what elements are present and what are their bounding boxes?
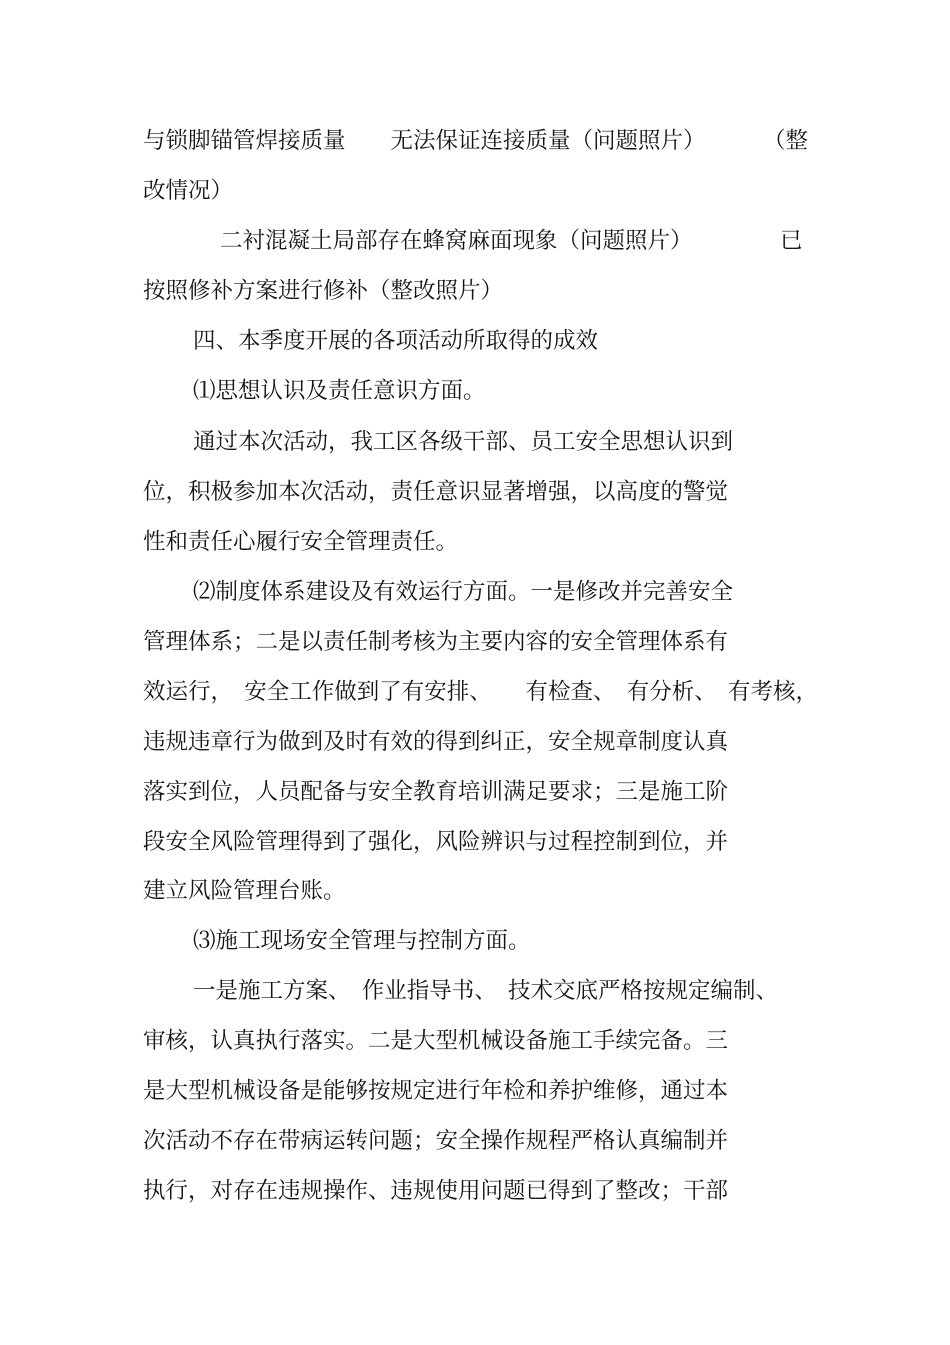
text-line: 违规违章行为做到及时有效的得到纠正，安全规章制度认真 [143,729,729,755]
subsection-heading: ⑶施工现场安全管理与控制方面。 [193,928,531,954]
text-line: 管理体系；二是以责任制考核为主要内容的安全管理体系有 [143,629,729,655]
text-line: 按照修补方案进行修补（整改照片） [143,278,504,304]
text-line: 已 [780,228,803,254]
text-line: 执行，对存在违规操作、违规使用问题已得到了整改；干部 [143,1178,729,1204]
text-line: 段安全风险管理得到了强化，风险辨识与过程控制到位，并 [143,829,729,855]
text-line: 一是施工方案、 作业指导书、 技术交底严格按规定编制、 [193,978,779,1004]
subsection-heading: ⑴思想认识及责任意识方面。 [193,378,486,404]
section-heading: 四、本季度开展的各项活动所取得的成效 [193,328,599,354]
text-line: 效运行， 安全工作做到了有安排、 有检查、 有分析、 有考核， [143,679,819,705]
text-line: （整 [763,128,809,154]
text-line: 落实到位，人员配备与安全教育培训满足要求；三是施工阶 [143,779,729,805]
text-line: 位，积极参加本次活动，责任意识显著增强，以高度的警觉 [143,479,729,505]
text-line: 是大型机械设备是能够按规定进行年检和养护维修，通过本 [143,1078,729,1104]
text-line: 次活动不存在带病运转问题；安全操作规程严格认真编制并 [143,1128,729,1154]
text-line: 审核，认真执行落实。二是大型机械设备施工手续完备。三 [143,1028,729,1054]
text-line: 性和责任心履行安全管理责任。 [143,529,459,555]
subsection-heading: ⑵制度体系建设及有效运行方面。一是修改并完善安全 [193,579,734,605]
text-line: 与锁脚锚管焊接质量 无法保证连接质量（问题照片） [143,128,706,154]
text-line: 二衬混凝土局部存在蜂窝麻面现象（问题照片） [220,228,693,254]
text-line: 建立风险管理台账。 [143,878,346,904]
text-line: 改情况） [143,178,234,204]
text-line: 通过本次活动，我工区各级干部、员工安全思想认识到 [193,429,734,455]
